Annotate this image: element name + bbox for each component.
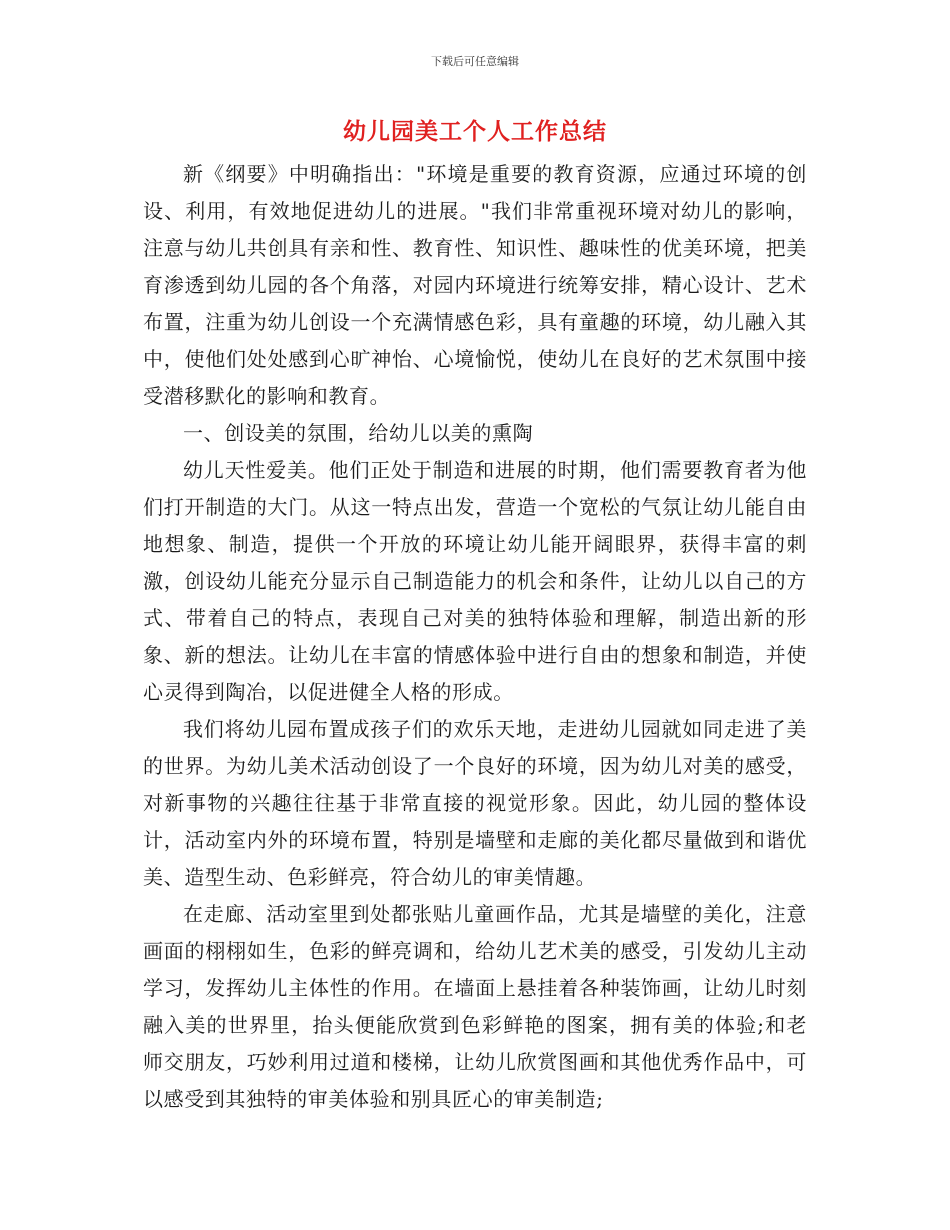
paragraph-nature: 幼儿天性爱美。他们正处于制造和进展的时期，他们需要教育者为他们打开制造的大门。从这一特点出发，营造一个宽松的气氛让幼儿能自由地想象、制造，提供一个开放的环境让幼儿能开阔眼界，获得丰富的刺激，创设幼儿能充分显示自己制造能力的机会和条件，让幼儿以自己的方式、带着自己的特点，表现自己对美的独特体验和理解，制造出新的形象、新的想法。让幼儿在丰富的情感体验中进行自由的想象和制造，并使心灵得到陶冶，以促进健全人格的形成。 (143, 458, 807, 704)
paragraph-intro: 新《纲要》中明确指出："环境是重要的教育资源，应通过环境的创设、利用，有效地促进幼儿的进展。"我们非常重视环境对幼儿的影响，注意与幼儿共创具有亲和性、教育性、知识性、趣味性的优美环境，把美育渗透到幼儿园的各个角落，对园内环境进行统筹安排，精心设计、艺术布置，注重为幼儿创设一个充满情感色彩，具有童趣的环境，幼儿融入其中，使他们处处感到心旷神怡、心境愉悦，使幼儿在良好的艺术氛围中接受潜移默化的影响和教育。 (143, 162, 807, 408)
document-title: 幼儿园美工个人工作总结 (343, 119, 607, 145)
paragraph-walls: 在走廊、活动室里到处都张贴儿童画作品，尤其是墙壁的美化，注意画面的栩栩如生，色彩的鲜亮调和，给幼儿艺术美的感受，引发幼儿主动学习，发挥幼儿主体性的作用。在墙面上悬挂着各种装饰画，让幼儿时刻融入美的世界里，抬头便能欣赏到色彩鲜艳的图案，拥有美的体验;和老师交朋友，巧妙利用过道和楼梯，让幼儿欣赏图画和其他优秀作品中，可以感受到其独特的审美体验和别具匠心的审美制造; (143, 902, 807, 1111)
document-body (143, 156, 807, 1118)
header-note: 下载后可任意编辑 (431, 55, 519, 68)
section-heading: 一、创设美的氛围，给幼儿以美的熏陶 (183, 421, 534, 445)
paragraph-layout: 我们将幼儿园布置成孩子们的欢乐天地，走进幼儿园就如同走进了美的世界。为幼儿美术活动创设了一个良好的环境，因为幼儿对美的感受，对新事物的兴趣往往基于非常直接的视觉形象。因此，幼儿园的整体设计，活动室内外的环境布置，特别是墙壁和走廊的美化都尽量做到和谐优美、造型生动、色彩鲜亮，符合幼儿的审美情趣。 (143, 717, 807, 889)
